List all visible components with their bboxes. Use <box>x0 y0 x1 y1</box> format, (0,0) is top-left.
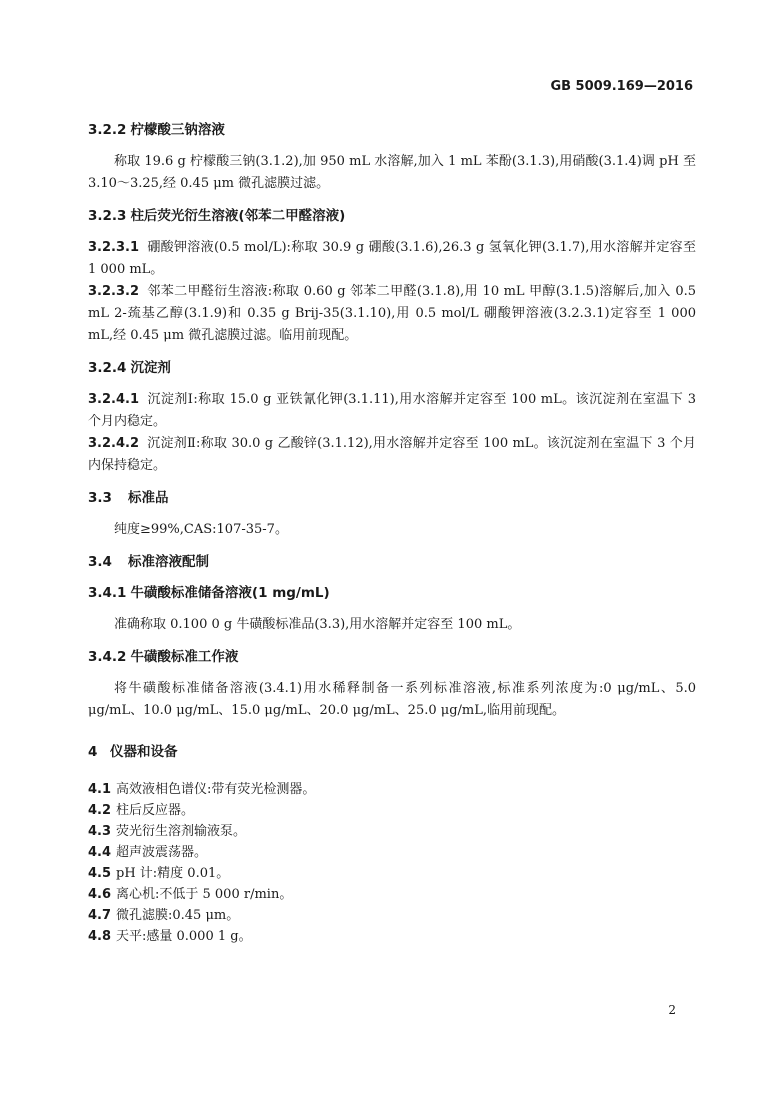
heading-number: 3.4.2 <box>88 649 127 665</box>
heading-title: 沉淀剂 <box>130 360 171 376</box>
heading-number: 3.2.3 <box>88 208 127 224</box>
paragraph-3-2-3-2 <box>88 281 696 347</box>
item-text: 天平:感量 0.000 1 g。 <box>116 929 252 944</box>
item-number: 4.3 <box>88 824 112 839</box>
heading-number: 3.2.2 <box>88 122 127 138</box>
paragraph-3-2-4-1 <box>88 389 696 433</box>
heading-title: 牛磺酸标准储备溶液(1 mg/mL) <box>130 585 330 601</box>
list-item <box>88 863 696 884</box>
item-text: pH 计:精度 0.01。 <box>116 866 230 881</box>
heading-title: 仪器和设备 <box>110 744 178 760</box>
heading-number: 3.4.1 <box>88 585 127 601</box>
heading-title: 标准品 <box>128 490 169 506</box>
item-number: 4.1 <box>88 782 112 797</box>
paragraph-3-4-1: 准确称取 0.100 0 g 牛磺酸标准品(3.3),用水溶解并定容至 100 mL。 <box>114 617 521 632</box>
heading-title: 标准溶液配制 <box>128 554 209 570</box>
standard-number: GB 5009.169—2016 <box>550 79 693 94</box>
paragraph-3-2-3-1 <box>88 237 696 281</box>
clause-text: 沉淀剂Ⅱ:称取 30.0 g 乙酸锌(3.1.12),用水溶解并定容至 100 mL。该沉淀剂在室温下 3 个月内保持稳定。 <box>88 436 696 473</box>
equipment-list <box>88 779 696 947</box>
clause-text: 硼酸钾溶液(0.5 mol/L):称取 30.9 g 硼酸(3.1.6),26.3 g 氢氧化钾(3.1.7),用水溶解并定容至 1 000 mL。 <box>88 240 696 277</box>
paragraph-3-2-2: 称取 19.6 g 柠檬酸三钠(3.1.2),加 950 mL 水溶解,加入 1 mL 苯酚(3.1.3),用硝酸(3.1.4)调 pH 至 3.10～3.25,经 0.45 μm 微孔滤膜过滤。 <box>88 154 696 191</box>
item-number: 4.4 <box>88 845 112 860</box>
list-item <box>88 884 696 905</box>
heading-3-2-2 <box>88 120 696 140</box>
heading-3-4-2 <box>88 647 696 667</box>
list-item <box>88 905 696 926</box>
item-text: 荧光衍生溶剂输液泵。 <box>116 824 247 839</box>
heading-4 <box>88 742 696 762</box>
paragraph-3-2-4-2 <box>88 433 696 477</box>
item-number: 4.2 <box>88 803 112 818</box>
item-number: 4.7 <box>88 908 112 923</box>
clause-text: 沉淀剂Ⅰ:称取 15.0 g 亚铁氰化钾(3.1.11),用水溶解并定容至 100 mL。该沉淀剂在室温下 3 个月内稳定。 <box>88 392 696 429</box>
paragraph-3-3: 纯度≥99%,CAS:107-35-7。 <box>114 522 288 537</box>
document-body <box>88 120 696 947</box>
list-item <box>88 821 696 842</box>
list-item <box>88 800 696 821</box>
heading-title: 柱后荧光衍生溶液(邻苯二甲醛溶液) <box>130 208 346 224</box>
heading-3-2-3 <box>88 206 696 226</box>
heading-number: 3.4 <box>88 554 112 570</box>
clause-number: 3.2.4.1 <box>88 392 139 407</box>
clause-text: 邻苯二甲醛衍生溶液:称取 0.60 g 邻苯二甲醛(3.1.8),用 10 mL 甲醇(3.1.5)溶解后,加入 0.5 mL 2-巯基乙醇(3.1.9)和 0.35 g Brij-35(3.1.10),用 0.5 mol/L 硼酸钾溶液(3.2.3.1)定容至 1 000 mL,经 0.45 μm 微孔滤膜过滤。临用前现配。 <box>88 284 696 343</box>
item-number: 4.8 <box>88 929 112 944</box>
paragraph-3-4-2: 将牛磺酸标准储备溶液(3.4.1)用水稀释制备一系列标准溶液,标准系列浓度为:0 μg/mL、5.0 μg/mL、10.0 μg/mL、15.0 μg/mL、20.0 μg/mL、25.0 μg/mL,临用前现配。 <box>88 681 696 718</box>
heading-title: 牛磺酸标准工作液 <box>130 649 239 665</box>
clause-number: 3.2.3.1 <box>88 240 139 255</box>
list-item <box>88 779 696 800</box>
item-text: 离心机:不低于 5 000 r/min。 <box>116 887 293 902</box>
heading-3-4-1 <box>88 583 696 603</box>
clause-number: 3.2.4.2 <box>88 436 139 451</box>
item-text: 微孔滤膜:0.45 μm。 <box>116 908 240 923</box>
list-item <box>88 926 696 947</box>
heading-title: 柠檬酸三钠溶液 <box>130 122 225 138</box>
heading-number: 3.2.4 <box>88 360 127 376</box>
page-number: 2 <box>668 1003 676 1017</box>
item-number: 4.5 <box>88 866 112 881</box>
heading-3-3 <box>88 488 696 508</box>
list-item <box>88 842 696 863</box>
item-number: 4.6 <box>88 887 112 902</box>
clause-number: 3.2.3.2 <box>88 284 139 299</box>
heading-number: 3.3 <box>88 490 112 506</box>
item-text: 柱后反应器。 <box>116 803 195 818</box>
item-text: 超声波震荡器。 <box>116 845 208 860</box>
heading-3-2-4 <box>88 358 696 378</box>
heading-3-4 <box>88 552 696 572</box>
item-text: 高效液相色谱仪:带有荧光检测器。 <box>116 782 316 797</box>
heading-number: 4 <box>88 744 98 760</box>
